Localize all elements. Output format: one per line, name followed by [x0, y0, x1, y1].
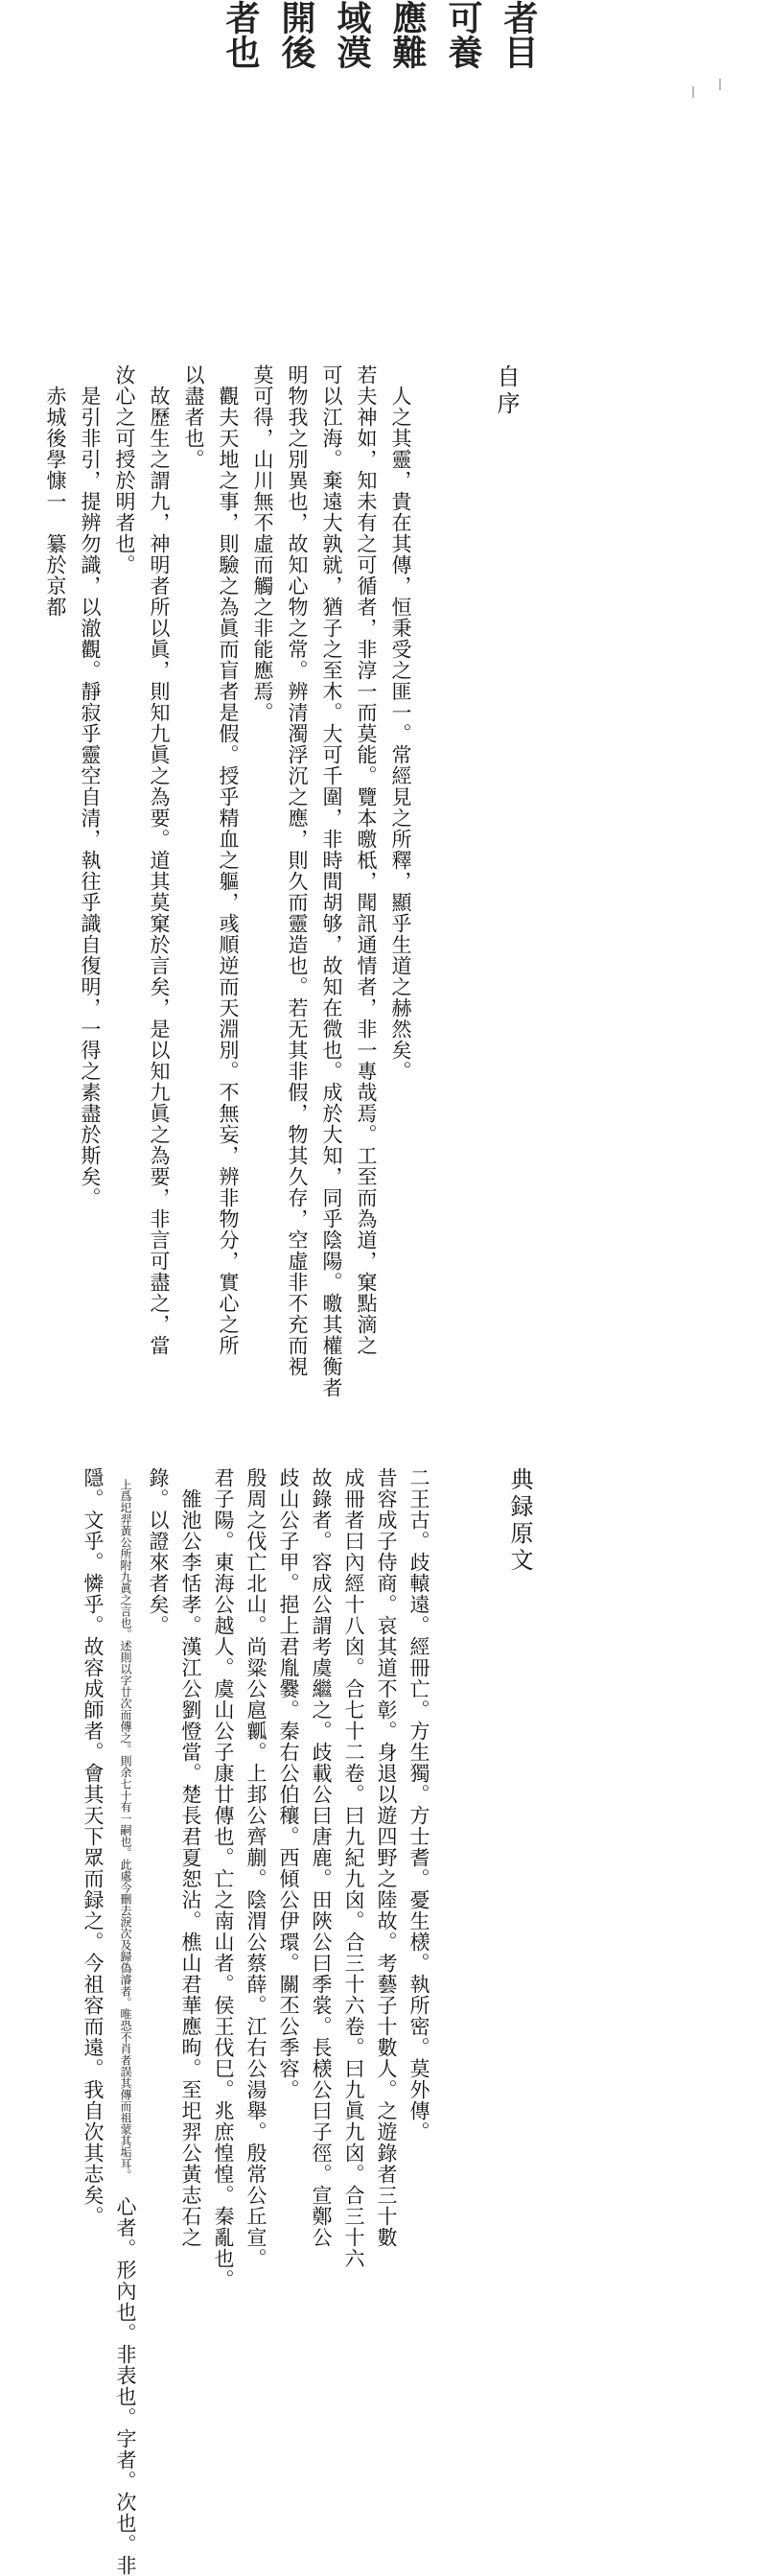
preface-column: 觀夫天地之事，則驗之為眞而盲者是假。授乎精血之軀，彧順逆而天淵別。不無妄，辨非物分，實心之所: [217, 364, 240, 1356]
records-column: 昔容成子侍商。哀其道不彰。身退以遊四野之陸故。考藝子十數人。之遊錄者三十數: [375, 1467, 398, 2248]
scan-mark: [692, 86, 694, 98]
records-column-text: 心者。形內也。非表也。字者。次也。非: [114, 2175, 137, 2576]
records-page: [0, 1410, 767, 2576]
records-column: 故錄者。容成公謂考虞繼之。歧載公曰唐鹿。田陜公曰季裳。長檨公曰子徑。宣鄭公: [310, 1467, 333, 2248]
records-column: [109, 1467, 142, 2576]
calligraphy-column: 應難: [387, 0, 428, 69]
calligraphy-column: 者目: [499, 0, 539, 69]
records-column: 成冊者曰內經十八囟。合七十二卷。曰九紀九囟。合三十六卷。曰九眞九囟。合三十六: [342, 1467, 365, 2269]
records-column: 殷周之伐亡北山。尚粱公扈瓤。上邽公齊蒯。陰渭公蔡薛。江右公湯舉。殷常公丘宣。: [244, 1467, 267, 2269]
preface-column: 故歷生之謂九，神明者所以眞，則知九眞之為要。道其莫窠於言矣，是以知九眞之為要，非言可盡之，當: [148, 364, 171, 1356]
preface-column: 可以江海。棄遠大孰就，猶子之至木。大可千圍，非時間胡够，故知在微也。成於大知，同乎陰陽。曒其權衡者: [320, 364, 343, 1398]
records-body: [12, 1467, 604, 2576]
calligraphy-column: 可養: [443, 0, 483, 69]
calligraphy-column: 域漠: [332, 0, 372, 69]
records-column: 二王古。歧轅遠。經冊亡。方生獨。方士耆。憂生檨。執所密。莫外傳。: [407, 1467, 430, 2143]
preface-body: [0, 364, 594, 1398]
records-column: 隱。文乎。憐乎。故容成師者。會其天下眾而録之。今祖容而遠。我自次其志矣。: [81, 1467, 105, 2227]
records-column: 歧山公子甲。挹上君胤爨。秦右公伯穰。西傾公伊環。關丕公季容。: [277, 1467, 300, 2100]
preface-column: 人之其靈，貴在其傳，恒秉受之匪一。常經見之所釋，顯乎生道之赫然矣。: [389, 364, 412, 1082]
records-column: 錄。以證來者矣。: [147, 1467, 170, 1636]
preface-column: 汝心之可授於明者也。: [113, 364, 136, 575]
preface-column: 赤城後學慷一 纂於京都: [44, 364, 67, 618]
calligraphy-column: 者也: [221, 0, 261, 69]
preface-column: 以盡者也。: [182, 364, 205, 470]
scan-mark: [719, 79, 721, 90]
preface-column: 若夫神如，知未有之可循者，非淳一而莫能。覽本曒柢，聞訊通情者，非一專哉焉。工至而為道，窠點滴之: [355, 364, 378, 1356]
preface-page: [0, 115, 767, 1398]
preface-title: 自序: [493, 364, 520, 418]
records-column: 雒池公李恬孝。漢江公劉憕當。楚長君夏恕沾。樵山君華應昫。至圯羿公黃志石之: [179, 1467, 202, 2248]
preface-column: 莫可得，山川無不虛而觸之非能應焉。: [251, 364, 274, 723]
preface-column: 明物我之別異也，故知心物之常。辨清濁浮沉之應，則久而靈造也。若无其非假，物其久存，空虛非不充而視: [286, 364, 309, 1377]
calligraphy-text: [213, 0, 546, 77]
preface-column: 是引非引，提辨勿識，以澈觀。靜寂乎靈空自清，執往乎識自復明，一得之素盡於斯矣。: [79, 364, 102, 1208]
calligraphy-column: 開後: [276, 0, 316, 69]
records-column: 君子陽。東海公越人。虞山公子康廿傳也。亡之南山者。侯王伐巳。兆庶惶惶。秦亂也。: [212, 1467, 235, 2290]
records-title: 典録原文: [506, 1467, 533, 1575]
calligraphy-page-fragment: [0, 0, 767, 77]
annotation-note: 上爲圯羿黃公所附九眞之言也。述則以字廿次而傳之。則余七十有一嗣也。此處今刪去淚次及歸偽濬者。唯恐不肖者誤其傳而祖蒙其垢耳。: [119, 1467, 132, 2175]
